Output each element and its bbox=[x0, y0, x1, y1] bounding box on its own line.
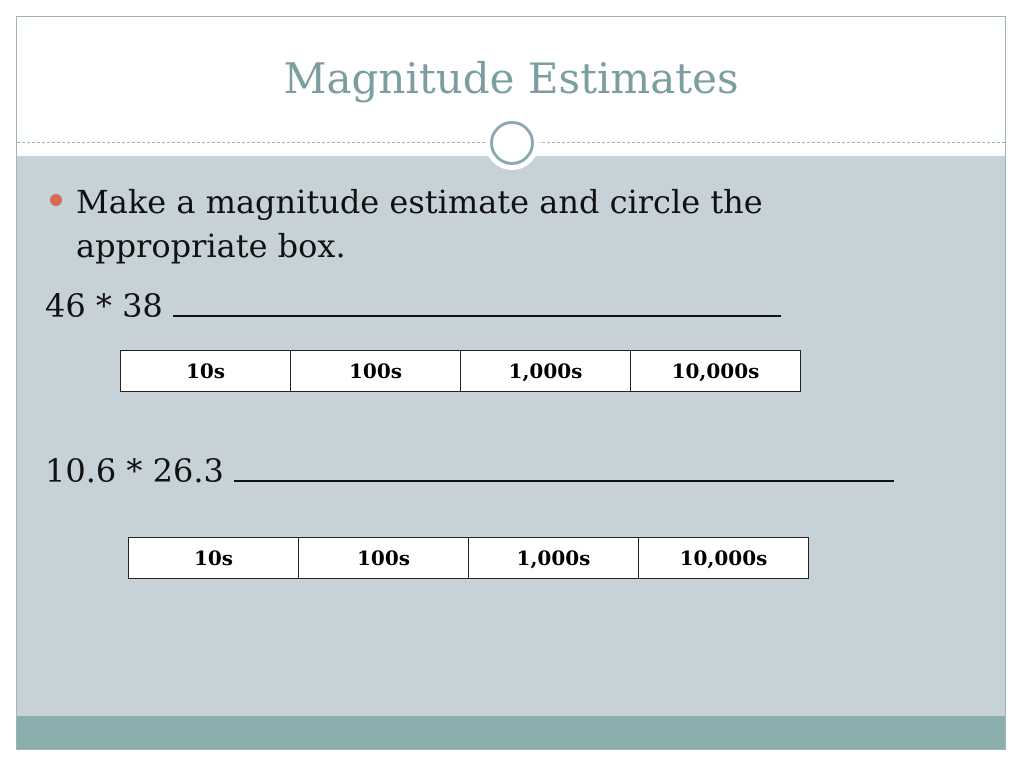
problem-2-expression: 10.6 * 26.3 bbox=[45, 452, 224, 490]
choice-box-1000s[interactable]: 1,000s bbox=[469, 538, 639, 579]
answer-blank-2[interactable] bbox=[234, 452, 894, 482]
choice-box-10000s[interactable]: 10,000s bbox=[631, 351, 801, 392]
choice-row-2 bbox=[129, 538, 809, 579]
choice-row-1 bbox=[121, 351, 801, 392]
choice-box-10000s[interactable]: 10,000s bbox=[639, 538, 809, 579]
choice-table-1 bbox=[120, 350, 801, 392]
problem-2 bbox=[45, 451, 894, 491]
bullet-instruction: Make a magnitude estimate and circle the appropriate box. bbox=[76, 183, 763, 265]
slide-title: Magnitude Estimates bbox=[283, 54, 739, 103]
bullet-dot-icon bbox=[50, 194, 62, 206]
circle-ornament-icon bbox=[485, 116, 539, 170]
problem-1 bbox=[45, 286, 781, 326]
problem-1-expression: 46 * 38 bbox=[45, 287, 163, 325]
ornament-ring bbox=[490, 121, 534, 165]
answer-blank-1[interactable] bbox=[173, 287, 781, 317]
slide-body bbox=[17, 156, 1005, 716]
footer-bar bbox=[17, 716, 1005, 750]
choice-box-10s[interactable]: 10s bbox=[121, 351, 291, 392]
choice-box-100s[interactable]: 100s bbox=[299, 538, 469, 579]
choice-box-100s[interactable]: 100s bbox=[291, 351, 461, 392]
slide-content bbox=[17, 156, 1005, 716]
slide bbox=[16, 16, 1006, 750]
choice-table-2 bbox=[128, 537, 809, 579]
choice-box-10s[interactable]: 10s bbox=[129, 538, 299, 579]
choice-box-1000s[interactable]: 1,000s bbox=[461, 351, 631, 392]
